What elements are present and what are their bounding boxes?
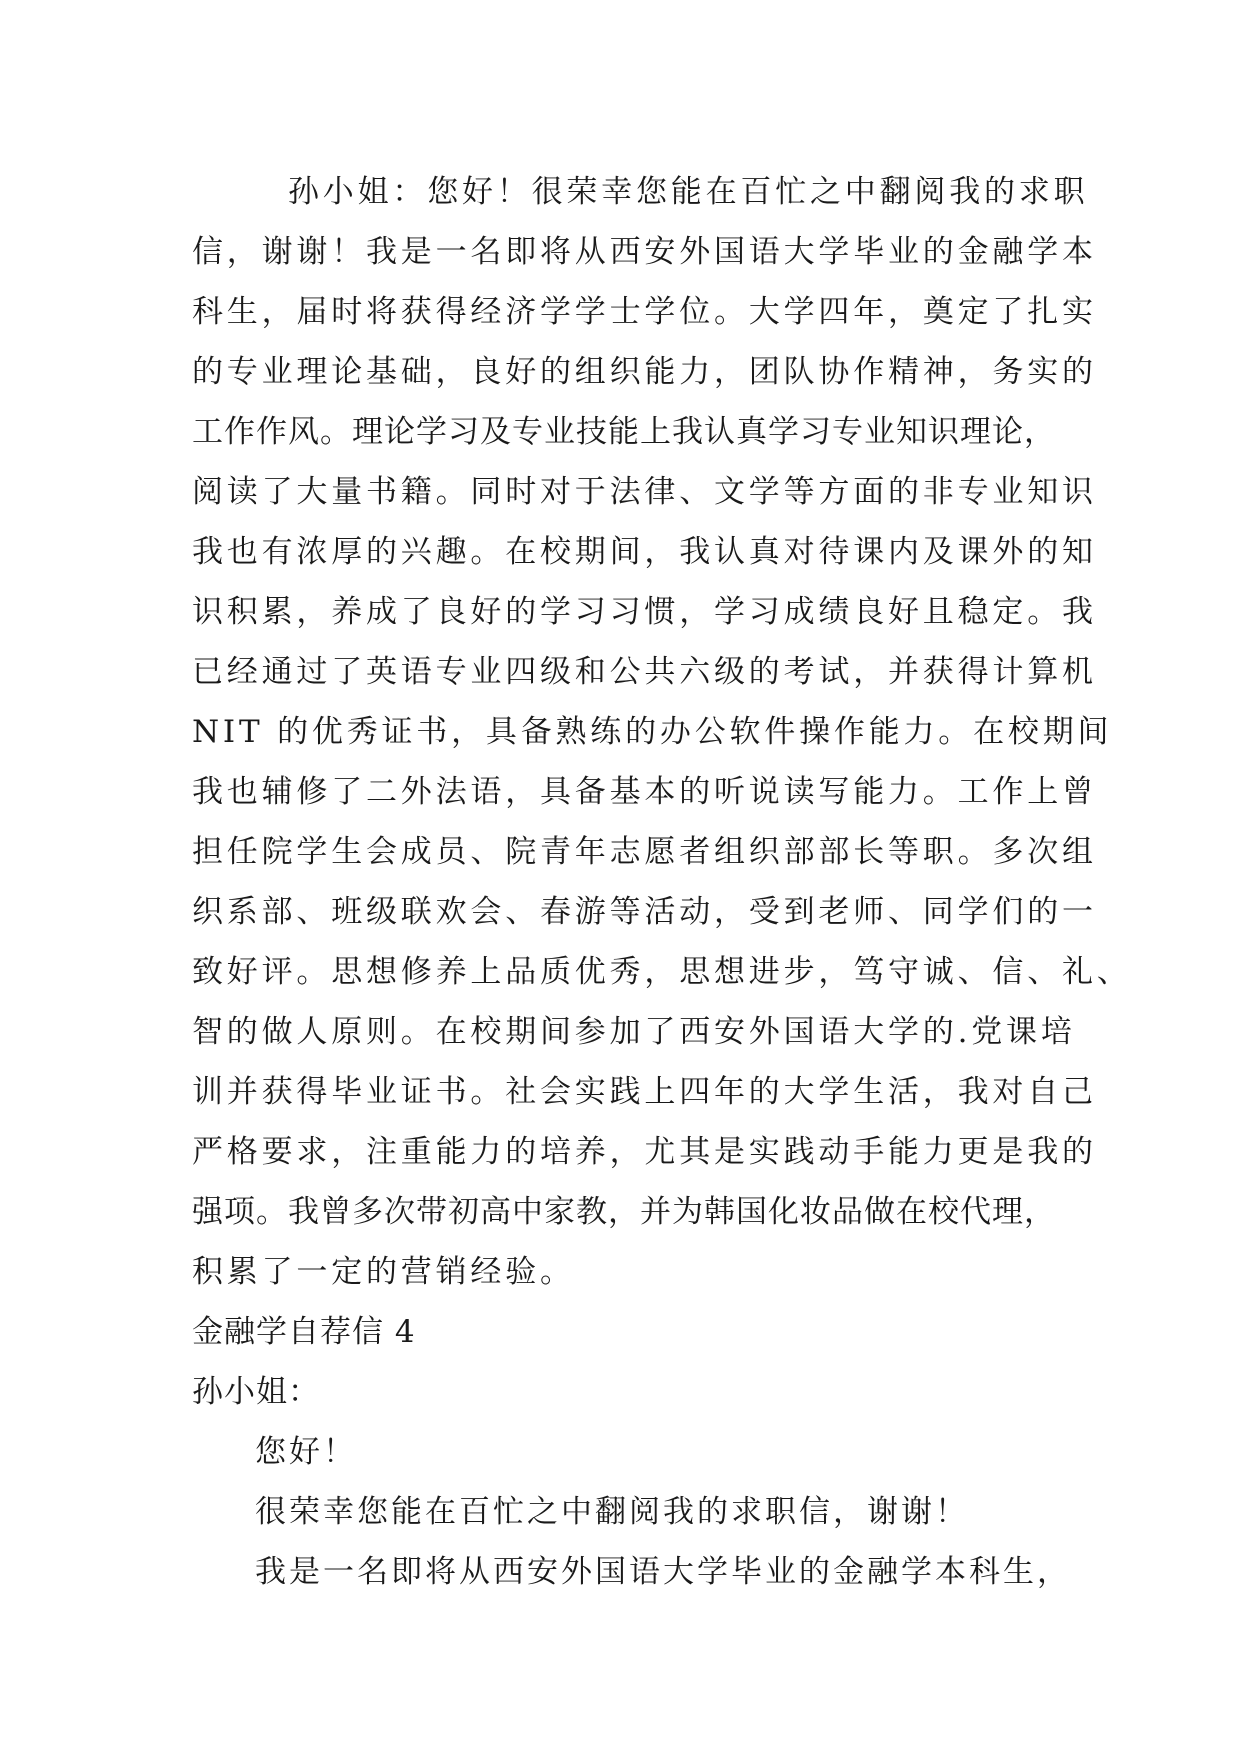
paragraph-line: 训并获得毕业证书。社会实践上四年的大学生活，我对自己	[192, 1074, 1097, 1110]
paragraph-line: 织系部、班级联欢会、春游等活动，受到老师、同学们的一	[192, 894, 1097, 930]
paragraph-line: 智的做人原则。在校期间参加了西安外国语大学的.党课培	[192, 1014, 1076, 1050]
paragraph-line: 已经通过了英语专业四级和公共六级的考试，并获得计算机	[192, 654, 1097, 690]
section-title: 金融学自荐信 4	[192, 1314, 416, 1350]
paragraph-line: 识积累，养成了良好的学习习惯，学习成绩良好且稳定。我	[192, 594, 1097, 630]
greeting-line: 您好！	[255, 1434, 357, 1470]
paragraph-line: 孙小姐：您好！很荣幸您能在百忙之中翻阅我的求职	[288, 174, 1089, 210]
paragraph-line: 阅读了大量书籍。同时对于法律、文学等方面的非专业知识	[192, 474, 1097, 510]
paragraph-line: 工作作风。理论学习及专业技能上我认真学习专业知识理论，	[192, 414, 1056, 450]
paragraph-line: 担任院学生会成员、院青年志愿者组织部部长等职。多次组	[192, 834, 1097, 870]
paragraph-line: 致好评。思想修养上品质优秀，思想进步，笃守诚、信、礼、	[192, 954, 1132, 990]
paragraph-line: 强项。我曾多次带初高中家教，并为韩国化妆品做在校代理，	[192, 1194, 1056, 1230]
paragraph-line: 信，谢谢！我是一名即将从西安外国语大学毕业的金融学本	[192, 234, 1097, 270]
paragraph-line: 我也有浓厚的兴趣。在校期间，我认真对待课内及课外的知	[192, 534, 1097, 570]
paragraph-line: 的专业理论基础，良好的组织能力，团队协作精神，务实的	[192, 354, 1097, 390]
paragraph-line: 科生，届时将获得经济学学士学位。大学四年，奠定了扎实	[192, 294, 1097, 330]
thanks-line: 很荣幸您能在百忙之中翻阅我的求职信，谢谢！	[255, 1494, 969, 1530]
paragraph-line: NIT 的优秀证书，具备熟练的办公软件操作能力。在校期间	[192, 714, 1113, 750]
intro-line: 我是一名即将从西安外国语大学毕业的金融学本科生，	[255, 1554, 1071, 1590]
salutation: 孙小姐：	[192, 1374, 320, 1410]
paragraph-line: 严格要求，注重能力的培养，尤其是实践动手能力更是我的	[192, 1134, 1097, 1170]
paragraph-line: 积累了一定的营销经验。	[192, 1254, 575, 1290]
paragraph-line: 我也辅修了二外法语，具备基本的听说读写能力。工作上曾	[192, 774, 1097, 810]
letter-body	[192, 162, 1132, 1602]
